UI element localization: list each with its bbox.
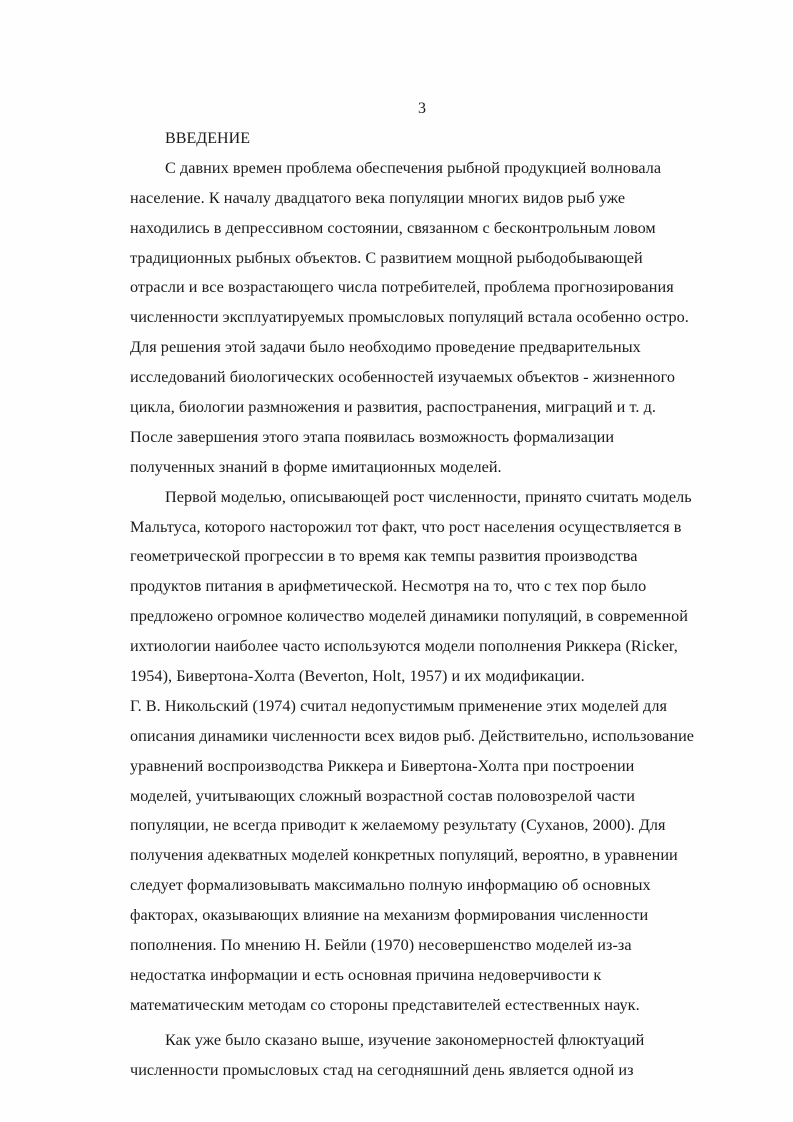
text-line: численности промысловых стад на сегодняшний день является одной из	[130, 1060, 634, 1079]
text-line: 1954), Бивертона-Холта (Beverton, Holt, 1957) и их модификации.	[130, 667, 585, 686]
text-line: Для решения этой задачи было необходимо проведение предварительных	[130, 338, 641, 357]
text-line: население. К началу двадцатого века популяции многих видов рыб уже	[130, 188, 626, 207]
text-line: математическим методам со стороны представителей естественных наук.	[130, 995, 640, 1014]
text-line: следует формализовывать максимально полную информацию об основных	[130, 876, 651, 895]
text-line: Первой моделью, описывающей рост численности, принято считать модель	[165, 487, 692, 506]
text-line: Г. В. Никольский (1974) считал недопустимым применение этих моделей для	[130, 696, 667, 715]
text-line: После завершения этого этапа появилась возможность формализации	[130, 427, 615, 446]
paragraph-1	[130, 154, 730, 483]
text-line: популяции, не всегда приводит к желаемому результату (Суханов, 2000). Для	[130, 816, 666, 835]
text-line: традиционных рыбных объектов. С развитием мощной рыбодобывающей	[130, 248, 643, 267]
paragraph-2	[130, 483, 730, 1021]
text-line: геометрической прогрессии в то время как темпы развития производства	[130, 547, 638, 566]
section-heading: ВВЕДЕНИЕ	[165, 130, 251, 147]
text-line: продуктов питания в арифметической. Несмотря на то, что с тех пор было	[130, 577, 647, 596]
page-number: 3	[418, 100, 426, 117]
text-line: С давних времен проблема обеспечения рыбной продукцией волновала	[165, 158, 662, 177]
text-line: факторах, оказывающих влияние на механизм формирования численности	[130, 906, 649, 925]
text-line: численности эксплуатируемых промысловых популяций встала особенно остро.	[130, 308, 689, 327]
text-line: описания динамики численности всех видов рыб. Действительно, использование	[130, 726, 695, 745]
text-line: Мальтуса, которого насторожил тот факт, что рост населения осуществляется в	[130, 517, 682, 536]
body-text	[130, 124, 730, 1086]
text-line: цикла, биологии размножения и развития, распостранения, миграций и т. д.	[130, 398, 656, 417]
text-line: пополнения. По мнению Н. Бейли (1970) несовершенство моделей из-за	[130, 936, 632, 955]
text-line: отрасли и все возрастающего числа потребителей, проблема прогнозирования	[130, 278, 674, 297]
text-line: исследований биологических особенностей изучаемых объектов - жизненного	[130, 368, 676, 387]
text-line: моделей, учитывающих сложный возрастной состав половозрелой части	[130, 786, 635, 805]
text-line: ихтиологии наиболее часто используются модели пополнения Риккера (Ricker,	[130, 637, 678, 656]
paragraph-3	[130, 1026, 730, 1086]
text-line: недостатка информации и есть основная причина недоверчивости к	[130, 965, 602, 984]
text-line: Как уже было сказано выше, изучение закономерностей флюктуаций	[165, 1030, 645, 1049]
text-line: полученных знаний в форме имитационных моделей.	[130, 457, 502, 476]
text-line: уравнений воспроизводства Риккера и Бивертона-Холта при построении	[130, 756, 635, 775]
text-line: получения адекватных моделей конкретных популяций, вероятно, в уравнении	[130, 846, 678, 865]
text-line: предложено огромное количество моделей динамики популяций, в современной	[130, 607, 688, 626]
text-line: находились в депрессивном состоянии, связанном с бесконтрольным ловом	[130, 218, 656, 237]
